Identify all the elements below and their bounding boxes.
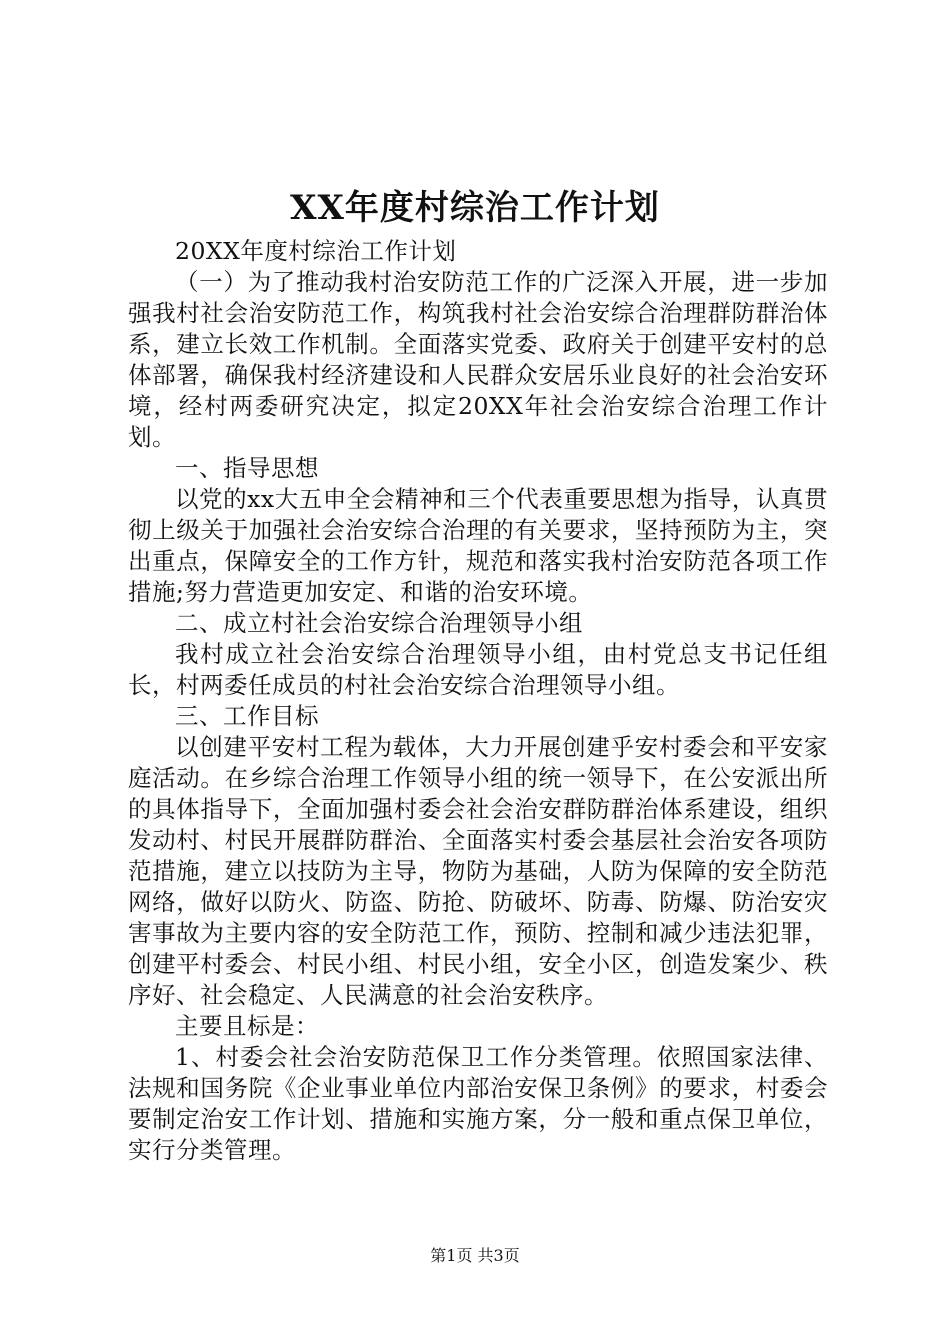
paragraph-intro: （一）为了推动我村治安防范工作的广泛深入开展，进一步加强我村社会治安防范工作，构筑我村社会治安综合治理群防群治体系，建立长效工作机制。全面落实党委、政府关于创建平安村的总体部署，确保我村经济建设和人民群众安居乐业良好的社会治安环境，经村两委研究决定，拟定20XX年社会治安综合治理工作计划。 (128, 268, 828, 451)
paragraph-goal-1: 1、村委会社会治安防范保卫工作分类管理。依照国家法律、法规和国务院《企业事业单位内部治安保卫条例》的要求，村委会要制定治安工作计划、措施和实施方案，分一般和重点保卫单位，实行分类管理。 (128, 1043, 828, 1164)
page-footer: 第1页 共3页 (430, 1246, 520, 1265)
paragraph-main-goals-label: 主要且标是： (175, 1012, 319, 1040)
paragraph-work-goals: 以创建平安村工程为载体，大力开展创建乎安村委会和平安家庭活动。在乡综合治理工作领导小组的统一领导下，在公安派出所的具体指导下，全面加强村委会社会治安群防群治体系建设，组织发动村、村民开展群防群治、全面落实村委会基层社会治安各项防范措施，建立以技防为主导，物防为基础，人防为保障的安全防范网络，做好以防火、防盗、防抢、防破坏、防毒、防爆、防治安灾害事故为主要内容的安全防范工作，预防、控制和减少违法犯罪，创建平村委会、村民小组、村民小组，安全小区，创造发案少、秩序好、社会稳定、人民满意的社会治安秩序。 (128, 733, 828, 1009)
paragraph-leadership-group: 我村成立社会治安综合治理领导小组，由村党总支书记任组长，村两委任成员的村社会治安综合治理领导小组。 (128, 640, 828, 699)
paragraph-guiding-thought: 以党的xx大五申全会精神和三个代表重要思想为指导，认真贯彻上级关于加强社会治安综合治理的有关要求，坚持预防为主，突出重点，保障安全的工作方针，规范和落实我村治安防范各项工作措施;努力营造更加安定、和谐的治安环境。 (128, 485, 828, 606)
document-body (128, 236, 828, 1166)
section-heading-guiding-thought: 一、指导思想 (175, 454, 319, 482)
document-title: XX年度村综治工作计划 (290, 188, 660, 228)
section-heading-work-goals: 三、工作目标 (175, 702, 319, 730)
section-heading-leadership-group: 二、成立村社会治安综合治理领导小组 (175, 609, 583, 637)
paragraph-subtitle: 20XX年度村综治工作计划 (175, 237, 457, 265)
